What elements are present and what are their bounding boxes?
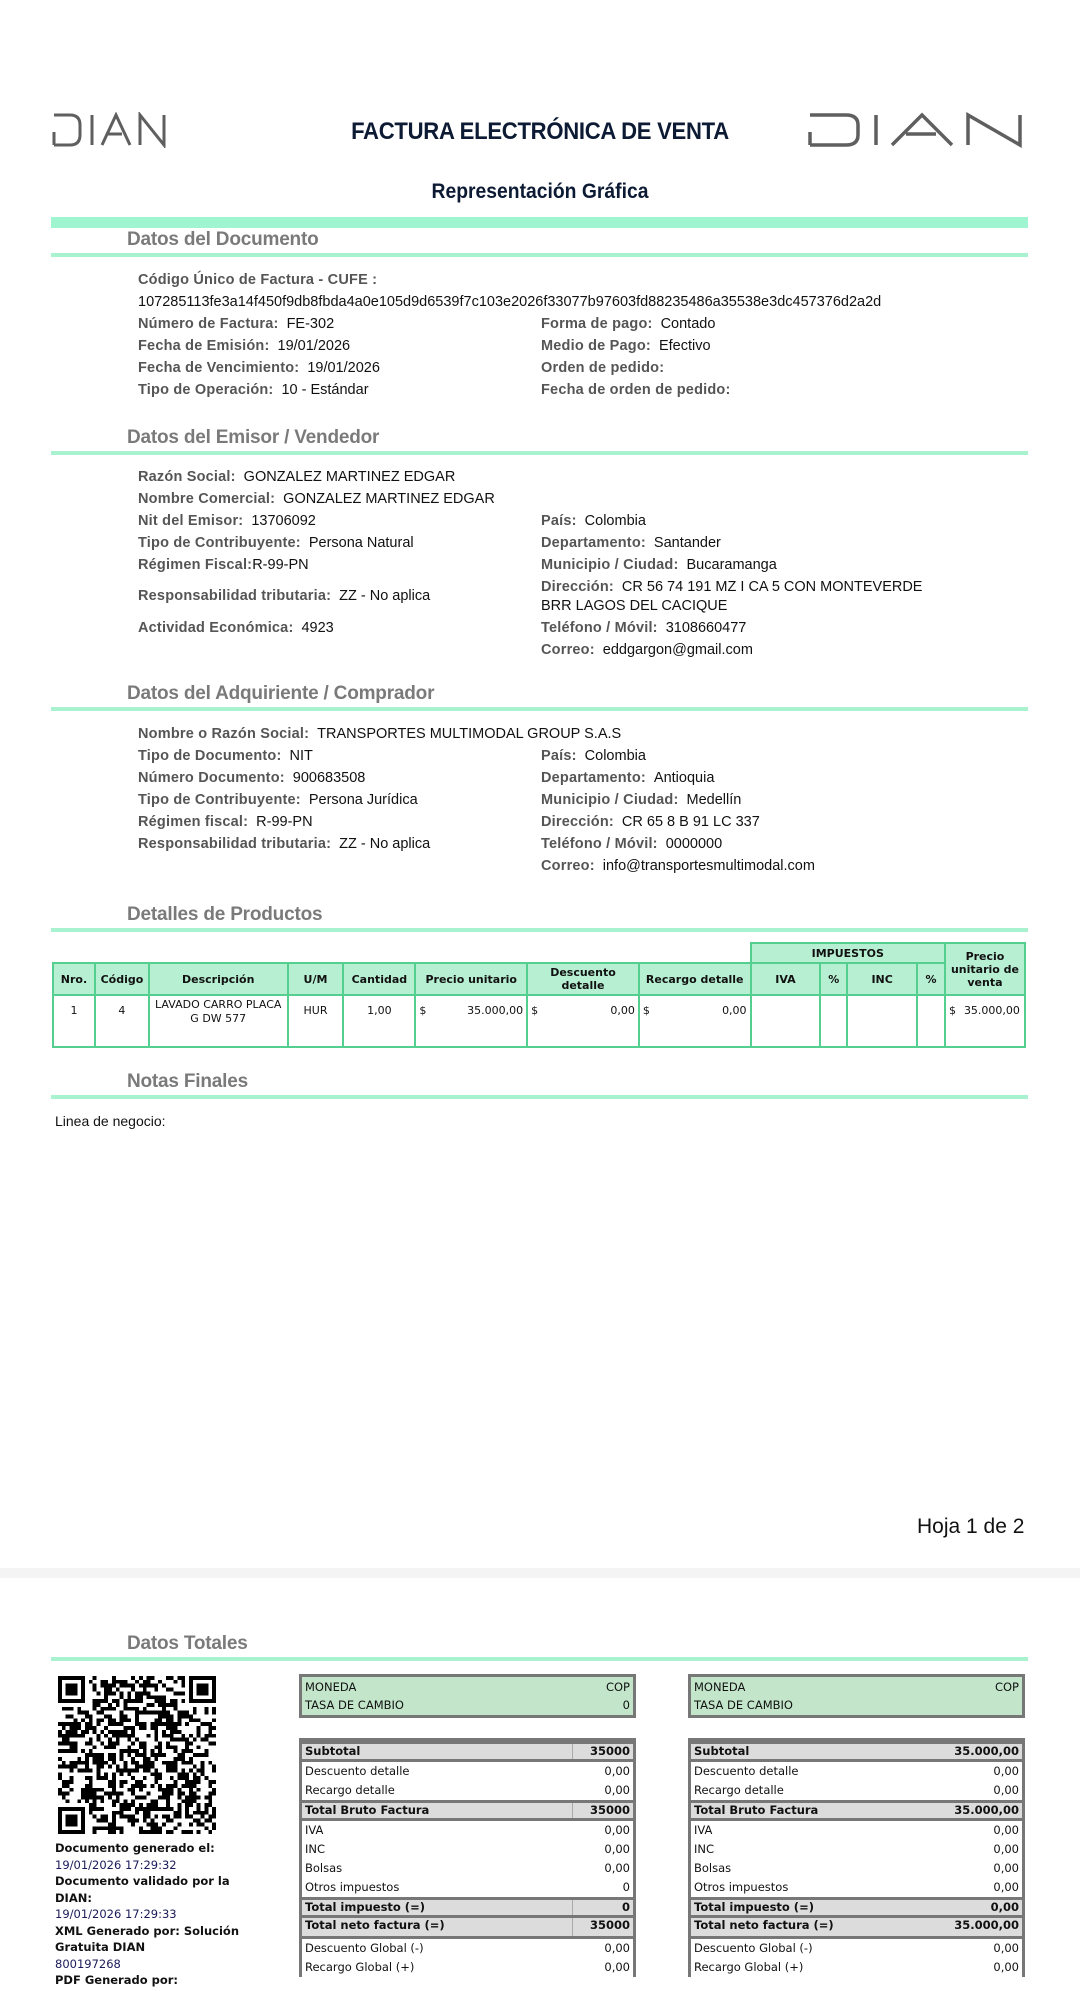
cell-descripcion: LAVADO CARRO PLACA G DW 577 [149,995,288,1047]
summary-row [691,1897,1022,1918]
col-header-inc: INC [847,963,917,995]
field-adq-razon-social: Nombre o Razón Social: TRANSPORTES MULTIMODAL GROUP S.A.S [138,726,622,742]
summary-list [688,1738,1025,1977]
summary-label: INC [694,1842,715,1856]
field-medio-pago: Medio de Pago: Efectivo [541,338,711,354]
currency-box [299,1674,636,1718]
col-header-precio-venta: Precio unitario de venta [945,943,1025,995]
field-adq-responsabilidad: Responsabilidad tributaria: ZZ - No aplica [138,836,431,852]
field-fecha-orden-pedido: Fecha de orden de pedido: [541,382,731,398]
summary-row [691,1939,1022,1958]
field-adq-telefono: Teléfono / Móvil: 0000000 [541,836,723,852]
summary-label: Bolsas [305,1861,343,1875]
cell-iva [751,995,821,1047]
summary-row [302,1958,633,1977]
moneda-label: MONEDA [305,1680,357,1694]
summary-value: 0 [622,1880,630,1894]
table-header-row [53,963,1025,995]
section-rule [51,1657,1028,1661]
summary-value: 0,00 [993,1783,1019,1797]
summary-value: 0,00 [990,1900,1019,1914]
field-emisor-nombre-comercial: Nombre Comercial: GONZALEZ MARTINEZ EDGAR [138,491,495,507]
summary-label: Recargo Global (+) [305,1960,415,1974]
section-rule [51,451,1028,455]
summary-row [691,1878,1022,1897]
summary-label: Total neto factura (=) [694,1918,834,1932]
summary-row [302,1781,633,1800]
field-emisor-direccion-line2: BRR LAGOS DEL CACIQUE [541,598,728,614]
col-header-recargo: Recargo detalle [639,963,751,995]
totals-box-right [688,1674,1025,1977]
col-header-inc-pct: % [917,963,945,995]
summary-row [302,1840,633,1859]
field-adq-direccion: Dirección: CR 65 8 B 91 LC 337 [541,814,760,830]
field-adq-pais: País: Colombia [541,748,646,764]
summary-label: Descuento Global (-) [694,1941,813,1955]
summary-value: 0,00 [604,1823,630,1837]
summary-row [691,1859,1022,1878]
products-table [52,942,1026,1048]
summary-row [691,1800,1022,1821]
tasa-value: 0 [622,1698,630,1712]
summary-row [691,1821,1022,1840]
field-adq-regimen-fiscal: Régimen fiscal: R-99-PN [138,814,313,830]
summary-value: 0,00 [993,1960,1019,1974]
validado-value: 19/01/2026 17:29:33 [55,1907,177,1921]
summary-value: 0,00 [604,1842,630,1856]
col-header-cantidad: Cantidad [343,963,415,995]
summary-label: Recargo detalle [305,1783,395,1797]
summary-value: 0,00 [993,1823,1019,1837]
cell-precio-unitario: $ 35.000,00 [415,995,527,1047]
field-emisor-telefono: Teléfono / Móvil: 3108660477 [541,620,747,636]
summary-row [302,1821,633,1840]
summary-row [302,1918,633,1939]
section-rule [51,253,1028,257]
field-emisor-municipio: Municipio / Ciudad: Bucaramanga [541,557,777,573]
tasa-label: TASA DE CAMBIO [305,1698,404,1712]
field-adq-tipo-contribuyente: Tipo de Contribuyente: Persona Jurídica [138,792,418,808]
summary-row [691,1741,1022,1762]
summary-label: Descuento detalle [694,1764,799,1778]
summary-label: Recargo Global (+) [694,1960,804,1974]
col-header-iva: IVA [751,963,821,995]
summary-row [302,1878,633,1897]
field-adq-correo: Correo: info@transportesmultimodal.com [541,858,815,874]
header-divider [51,217,1028,228]
summary-label: Total Bruto Factura [305,1803,430,1817]
moneda-value: COP [994,1680,1019,1694]
summary-value: 35000 [572,1744,630,1759]
field-forma-pago: Forma de pago: Contado [541,316,716,332]
document-subtitle: Representación Gráfica [431,180,649,203]
summary-row [691,1840,1022,1859]
summary-value: 0 [572,1900,630,1915]
summary-row [302,1741,633,1762]
linea-negocio-label: Linea de negocio: [55,1113,166,1129]
generado-label: Documento generado el: [55,1841,215,1855]
section-title-productos: Detalles de Productos [127,904,323,925]
cell-precio-venta: $ 35.000,00 [945,995,1025,1047]
moneda-label: MONEDA [694,1680,746,1694]
field-emisor-nit: Nit del Emisor: 13706092 [138,513,316,529]
summary-value: 0,00 [993,1880,1019,1894]
summary-value: 35000 [572,1918,630,1936]
field-emisor-actividad: Actividad Económica: 4923 [138,620,334,636]
summary-value: 0,00 [993,1861,1019,1875]
xml-label: XML Generado por: Solución Gratuita DIAN [55,1923,239,1954]
field-adq-departamento: Departamento: Antioquia [541,770,715,786]
cufe-value: 107285113fe3a14f450f9db8fbda4a0e105d9d6539f7c103e2026f33077b97603fd88235486a35538e3dc457376d2a2d [138,294,882,310]
summary-row [302,1897,633,1918]
cell-nro: 1 [53,995,95,1047]
invoice-page-2 [0,1578,1080,1991]
summary-value: 0,00 [993,1941,1019,1955]
col-header-um: U/M [288,963,344,995]
field-emisor-direccion: Dirección: CR 56 74 191 MZ I CA 5 CON MONTEVERDE [541,579,923,595]
section-rule [51,707,1028,711]
pdf-label: PDF Generado por: [55,1973,179,1987]
field-emisor-razon-social: Razón Social: GONZALEZ MARTINEZ EDGAR [138,469,456,485]
field-adq-tipo-documento: Tipo de Documento: NIT [138,748,313,764]
section-title-documento: Datos del Documento [127,229,319,250]
summary-label: Descuento Global (-) [305,1941,424,1955]
summary-value: 35000 [572,1803,630,1818]
field-tipo-operacion: Tipo de Operación: 10 - Estándar [138,382,369,398]
cell-codigo: 4 [95,995,149,1047]
summary-row [302,1939,633,1958]
currency-box [688,1674,1025,1718]
impuestos-group-header: IMPUESTOS [751,943,945,963]
field-adq-numero-documento: Número Documento: 900683508 [138,770,366,786]
summary-value: 35.000,00 [954,1803,1019,1817]
page-separator [0,1568,1080,1578]
summary-label: INC [305,1842,326,1856]
field-orden-pedido: Orden de pedido: [541,360,665,376]
summary-row [691,1958,1022,1977]
col-header-precio-unitario: Precio unitario [415,963,527,995]
field-adq-municipio: Municipio / Ciudad: Medellín [541,792,742,808]
generado-value: 19/01/2026 17:29:32 [55,1857,177,1872]
summary-value: 35.000,00 [954,1918,1019,1932]
validado-label: Documento validado por la DIAN: [55,1874,230,1905]
summary-value: 0,00 [604,1941,630,1955]
table-group-header-row [53,943,1025,963]
field-emisor-tipo-contribuyente: Tipo de Contribuyente: Persona Natural [138,535,414,551]
summary-row [302,1762,633,1781]
summary-value: 0,00 [604,1861,630,1875]
cell-cantidad: 1,00 [343,995,415,1047]
section-rule [51,928,1028,932]
summary-row [691,1762,1022,1781]
summary-label: IVA [305,1823,324,1837]
tasa-label: TASA DE CAMBIO [694,1698,793,1712]
col-header-nro: Nro. [53,963,95,995]
field-fecha-emision: Fecha de Emisión: 19/01/2026 [138,338,351,354]
col-header-descuento: Descuento detalle [527,963,639,995]
cell-iva-pct [820,995,847,1047]
cell-inc-pct [917,995,945,1047]
summary-label: Total neto factura (=) [305,1918,445,1932]
field-emisor-correo: Correo: eddgargon@gmail.com [541,642,753,658]
document-title: FACTURA ELECTRÓNICA DE VENTA [351,118,729,145]
totals-box-left [299,1674,636,1977]
col-header-iva-pct: % [820,963,847,995]
field-fecha-vencimiento: Fecha de Vencimiento: 19/01/2026 [138,360,380,376]
summary-value: 0,00 [604,1960,630,1974]
summary-label: Subtotal [694,1744,750,1758]
page-number: Hoja 1 de 2 [917,1515,1025,1538]
field-emisor-pais: País: Colombia [541,513,646,529]
xml-value: 800197268 [55,1956,121,1971]
summary-value: 0,00 [993,1764,1019,1778]
summary-row [691,1918,1022,1939]
cell-recargo: $ 0,00 [639,995,751,1047]
summary-row [302,1800,633,1821]
summary-value: 0,00 [604,1783,630,1797]
field-numero-factura: Número de Factura: FE-302 [138,316,335,332]
section-rule [51,1095,1028,1099]
summary-row [302,1859,633,1878]
moneda-value: COP [605,1680,630,1694]
summary-label: Bolsas [694,1861,732,1875]
field-emisor-departamento: Departamento: Santander [541,535,721,551]
generation-info [55,1840,245,1989]
summary-label: Total impuesto (=) [694,1900,814,1914]
cell-um: HUR [288,995,344,1047]
summary-label: IVA [694,1823,713,1837]
summary-label: Total impuesto (=) [305,1900,425,1914]
table-row [53,995,1025,1047]
col-header-codigo: Código [95,963,149,995]
section-title-notas: Notas Finales [127,1071,248,1092]
cufe-label: Código Único de Factura - CUFE : [138,272,378,288]
summary-label: Otros impuestos [694,1880,789,1894]
dian-logo-right [808,112,1026,148]
section-title-emisor: Datos del Emisor / Vendedor [127,427,380,448]
summary-value: 35.000,00 [954,1744,1019,1758]
summary-label: Subtotal [305,1744,361,1758]
qr-code-icon [58,1676,216,1834]
summary-list [299,1738,636,1977]
cell-inc [847,995,917,1047]
dian-logo-icon [808,112,1026,148]
summary-label: Otros impuestos [305,1880,400,1894]
field-emisor-regimen-fiscal: Régimen Fiscal:R-99-PN [138,557,309,573]
summary-label: Descuento detalle [305,1764,410,1778]
col-header-descripcion: Descripción [149,963,288,995]
section-title-adquiriente: Datos del Adquiriente / Comprador [127,683,435,704]
summary-label: Total Bruto Factura [694,1803,819,1817]
summary-row [691,1781,1022,1800]
summary-value: 0,00 [993,1842,1019,1856]
cell-descuento: $ 0,00 [527,995,639,1047]
section-title-totales: Datos Totales [127,1633,248,1654]
field-emisor-responsabilidad: Responsabilidad tributaria: ZZ - No aplica [138,588,431,604]
summary-value: 0,00 [604,1764,630,1778]
summary-label: Recargo detalle [694,1783,784,1797]
